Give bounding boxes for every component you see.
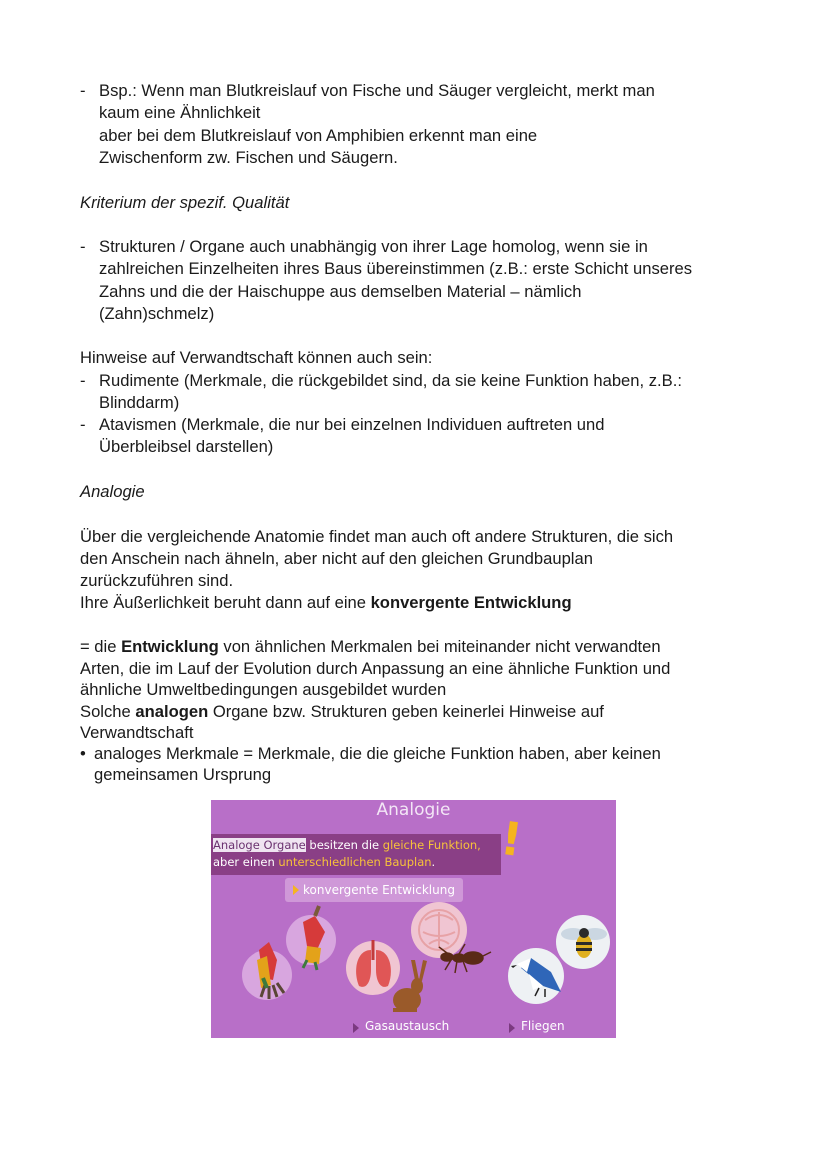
text-line <box>80 592 572 614</box>
hinweise-intro: Hinweise auf Verwandtschaft können auch sein: <box>80 348 433 367</box>
konvergent-label: konvergente Entwicklung <box>303 883 455 897</box>
bullet-dash: - <box>80 237 86 256</box>
text-line: Blinddarm) <box>99 393 180 412</box>
highlight-term: unterschiedlichen Bauplan <box>278 855 432 869</box>
text-span: Ihre Äußerlichkeit beruht dann auf eine <box>80 593 371 612</box>
highlight-term: gleiche Funktion, <box>382 838 481 852</box>
text-line: zurückzuführen sind. <box>80 571 234 590</box>
text-span: besitzen die <box>305 838 383 852</box>
slide-label-gasaustausch: Gasaustausch <box>365 1019 450 1033</box>
slide-illustrations <box>211 800 616 1038</box>
text-line: kaum eine Ähnlichkeit <box>99 103 261 122</box>
text-span: von ähnlichen Merkmalen bei miteinander nicht verwandten <box>218 637 661 656</box>
slide-label-fliegen: Fliegen <box>521 1019 565 1033</box>
text-span: = die <box>80 637 122 656</box>
text-line: den Anschein nach ähneln, aber nicht auf den gleichen Grundbauplan <box>80 549 593 568</box>
slide-title: Analogie <box>376 800 451 820</box>
exclamation-icon: ! <box>497 810 526 868</box>
text-line: gemeinsamen Ursprung <box>94 765 272 784</box>
text-line: Arten, die im Lauf der Evolution durch Anpassung an eine ähnliche Funktion und <box>80 659 671 678</box>
text-span: Solche <box>80 702 136 721</box>
text-line: zahlreichen Einzelheiten ihres Baus übereinstimmen (z.B.: erste Schicht unseres <box>99 259 693 278</box>
text-line <box>80 636 661 658</box>
text-span: aber einen <box>213 855 279 869</box>
text-line: Überbleibsel darstellen) <box>99 437 274 456</box>
bullet-dot: • <box>80 744 86 763</box>
bold-term: konvergente Entwicklung <box>370 593 572 612</box>
text-line: Über die vergleichende Anatomie findet man auch oft andere Strukturen, die sich <box>80 527 674 546</box>
text-line: analoges Merkmale = Merkmale, die die gleiche Funktion haben, aber keinen <box>94 744 661 763</box>
text-line: aber bei dem Blutkreislauf von Amphibien erkennt man eine <box>99 126 538 145</box>
text-span: Organe bzw. Strukturen geben keinerlei Hinweise auf <box>208 702 604 721</box>
chevron-right-icon <box>353 1023 359 1033</box>
text-line: Zwischenform zw. Fischen und Säugern. <box>99 148 398 167</box>
text-line: ähnliche Umweltbedingungen ausgebildet wurden <box>80 680 447 699</box>
text-line: Atavismen (Merkmale, die nur bei einzelnen Individuen auftreten und <box>99 415 605 434</box>
analogie-slide-image <box>211 800 616 1038</box>
text-line: Rudimente (Merkmale, die rückgebildet sind, da sie keine Funktion haben, z.B.: <box>99 371 682 390</box>
bold-term: analogen <box>135 702 209 721</box>
heading-kriterium: Kriterium der spezif. Qualität <box>80 193 290 212</box>
text-line: Bsp.: Wenn man Blutkreislauf von Fische und Säuger vergleicht, merkt man <box>99 81 655 100</box>
text-line: Zahns und die der Haischuppe aus demselben Material – nämlich <box>99 282 582 301</box>
text-line: Verwandtschaft <box>80 723 194 742</box>
text-line: (Zahn)schmelz) <box>99 304 215 323</box>
highlight-term: Analoge Organe <box>213 838 306 852</box>
bullet-dash: - <box>80 81 86 100</box>
bullet-dash: - <box>80 415 86 434</box>
bold-term: Entwicklung <box>121 637 219 656</box>
chevron-right-icon <box>509 1023 515 1033</box>
text-line <box>80 701 604 723</box>
heading-analogie: Analogie <box>80 482 145 501</box>
bullet-dash: - <box>80 371 86 390</box>
text-span: . <box>431 855 436 869</box>
text-line: Strukturen / Organe auch unabhängig von ihrer Lage homolog, wenn sie in <box>99 237 648 256</box>
